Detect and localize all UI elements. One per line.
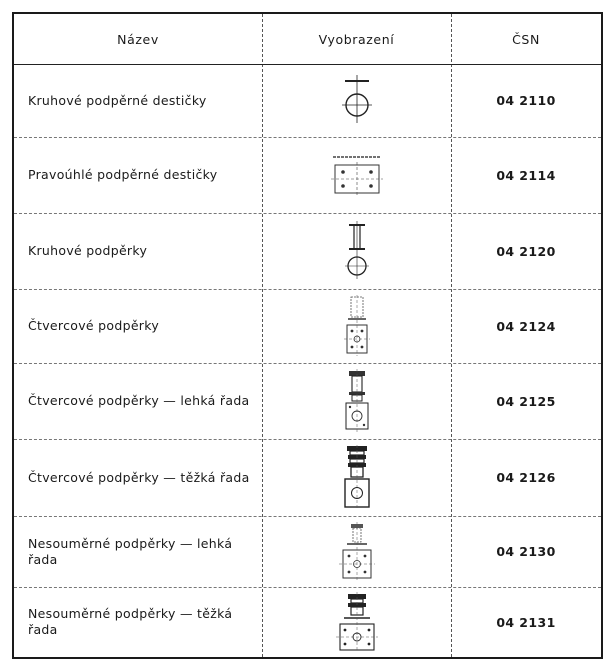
square-support-light-drawing-icon bbox=[341, 369, 373, 433]
row-6-image bbox=[262, 439, 451, 516]
header-image: Vyobrazení bbox=[318, 31, 395, 47]
row-5-image bbox=[262, 363, 451, 439]
support-parts-table bbox=[12, 12, 603, 659]
row-1-name: Kruhové podpěrné destičky bbox=[28, 92, 207, 108]
row-2-name: Pravoúhlé podpěrné destičky bbox=[28, 167, 218, 182]
row-6-code: 04 2126 bbox=[496, 470, 556, 485]
row-2-image bbox=[262, 137, 451, 213]
row-8-name: Nesouměrné podpěrky — těžká řada bbox=[28, 606, 233, 637]
row-3-code: 04 2120 bbox=[496, 243, 556, 259]
round-plate-drawing-icon bbox=[337, 75, 377, 127]
row-7-image bbox=[262, 516, 451, 587]
round-support-drawing-icon bbox=[339, 221, 375, 281]
row-3-image bbox=[262, 213, 451, 289]
row-2-code: 04 2114 bbox=[496, 167, 556, 183]
square-support-drawing-icon bbox=[342, 295, 372, 357]
row-5-name: Čtvercové podpěrky — lehká řada bbox=[28, 393, 250, 408]
asymmetric-support-light-drawing-icon bbox=[337, 522, 377, 582]
rectangular-plate-drawing-icon bbox=[327, 153, 387, 197]
row-8-code: 04 2131 bbox=[496, 614, 556, 630]
row-7-name: Nesouměrné podpěrky — lehká řada bbox=[28, 535, 233, 567]
table-grid bbox=[14, 14, 601, 657]
row-8-image bbox=[262, 587, 451, 657]
row-6-name: Čtvercové podpěrky — těžká řada bbox=[28, 469, 250, 485]
row-1-code: 04 2110 bbox=[496, 93, 556, 108]
header-norm: ČSN bbox=[512, 31, 540, 47]
header-name: Název bbox=[117, 31, 159, 47]
row-7-code: 04 2130 bbox=[496, 544, 556, 559]
asymmetric-support-heavy-drawing-icon bbox=[334, 592, 380, 652]
row-3-name: Kruhové podpěrky bbox=[28, 243, 148, 258]
row-4-code: 04 2124 bbox=[496, 318, 556, 334]
row-4-name: Čtvercové podpěrky bbox=[28, 318, 160, 333]
row-1-image bbox=[262, 64, 451, 137]
square-support-heavy-drawing-icon bbox=[341, 445, 373, 511]
row-5-code: 04 2125 bbox=[496, 393, 556, 409]
row-4-image bbox=[262, 289, 451, 363]
